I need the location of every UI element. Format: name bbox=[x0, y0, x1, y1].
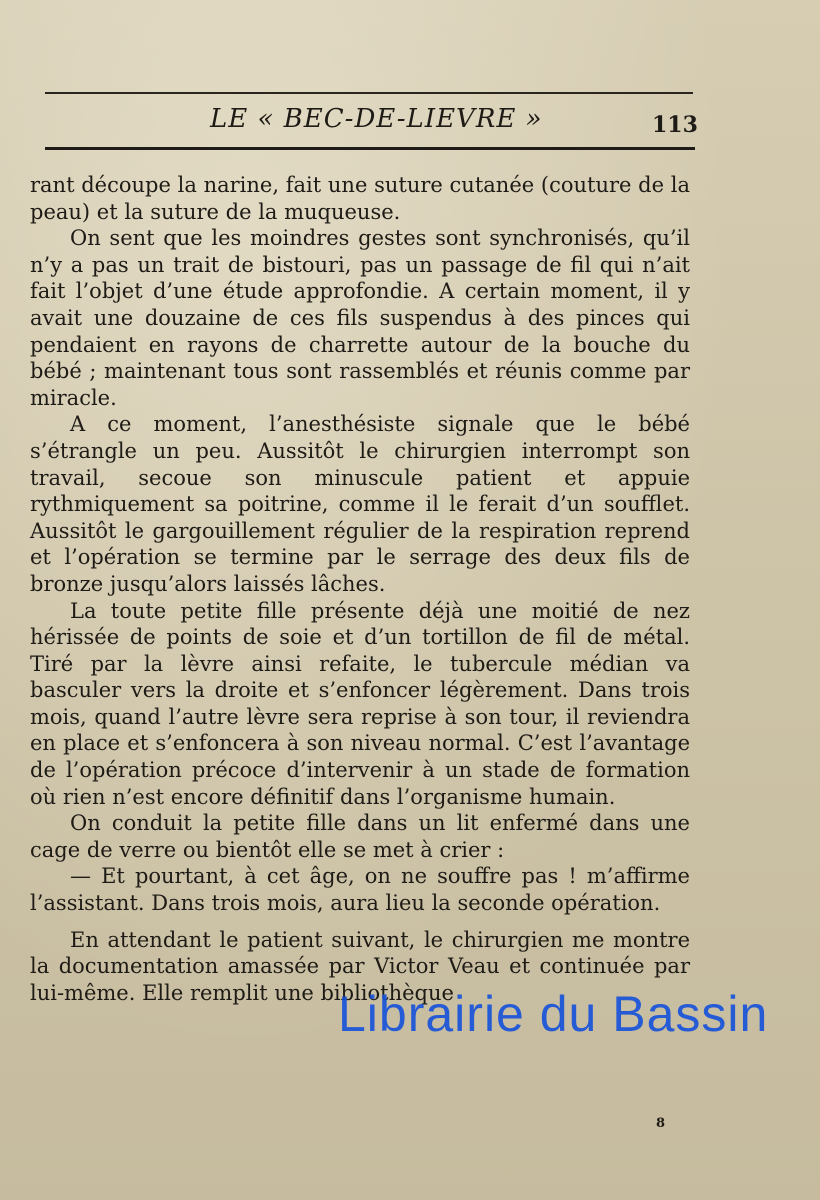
paragraph-3: A ce moment, l’anesthésiste signale que le bébé s’étrangle un peu. Aussitôt le chirurgien interrompt son travail, secoue son minuscule patient et appuie rythmiquement sa poitrine, comme il le ferait d’un soufflet. Aussitôt le gargouillement régulier de la respiration reprend et l’opération se termine par le serrage des deux fils de bronze jusqu’alors laissés lâches. bbox=[30, 412, 690, 596]
running-head: LE « BEC-DE-LIEVRE » bbox=[210, 104, 543, 134]
paragraph-5: On conduit la petite fille dans un lit enfermé dans une cage de verre ou bientôt elle se met à crier : bbox=[30, 811, 690, 862]
body-text bbox=[30, 172, 690, 1006]
paragraph-2: On sent que les moindres gestes sont synchronisés, qu’il n’y a pas un trait de bistouri, pas un passage de fil qui n’ait fait l’objet d’une étude approfondie. A certain moment, il y avait une douzaine de ces fils suspendus à des pinces qui pendaient en rayons de charrette autour de la bouche du bébé ; maintenant tous sont rassemblés et réunis comme par miracle. bbox=[30, 226, 690, 410]
paragraph-1: rant découpe la narine, fait une suture cutanée (couture de la peau) et la suture de la muqueuse. bbox=[30, 173, 690, 224]
header-rule-bottom bbox=[45, 147, 695, 150]
paragraph-7: En attendant le patient suivant, le chirurgien me montre la documentation amassée par Victor Veau et continuée par lui-même. Elle remplit une bibliothèque bbox=[30, 927, 690, 1005]
paragraph-6: — Et pourtant, à cet âge, on ne souffre pas ! m’affirme l’assistant. Dans trois mois, aura lieu la seconde opération. bbox=[30, 864, 690, 916]
header-rule-top bbox=[45, 92, 693, 94]
page-number: 113 bbox=[652, 112, 698, 138]
watermark: Librairie du Bassin bbox=[338, 986, 769, 1042]
paragraph-4: La toute petite fille présente déjà une moitié de nez hérissée de points de soie et d’un tortillon de fil de métal. Tiré par la lèvre ainsi refaite, le tubercule médian va basculer vers la droite et s’enfoncer légèrement. Dans trois mois, quand l’autre lèvre sera reprise à son tour, il reviendra en place et s’enfoncera à son niveau normal. C’est l’avantage de l’opération précoce d’intervenir à un stade de formation où rien n’est encore définitif dans l’organisme humain. bbox=[30, 598, 690, 809]
signature-mark: 8 bbox=[656, 1116, 666, 1131]
